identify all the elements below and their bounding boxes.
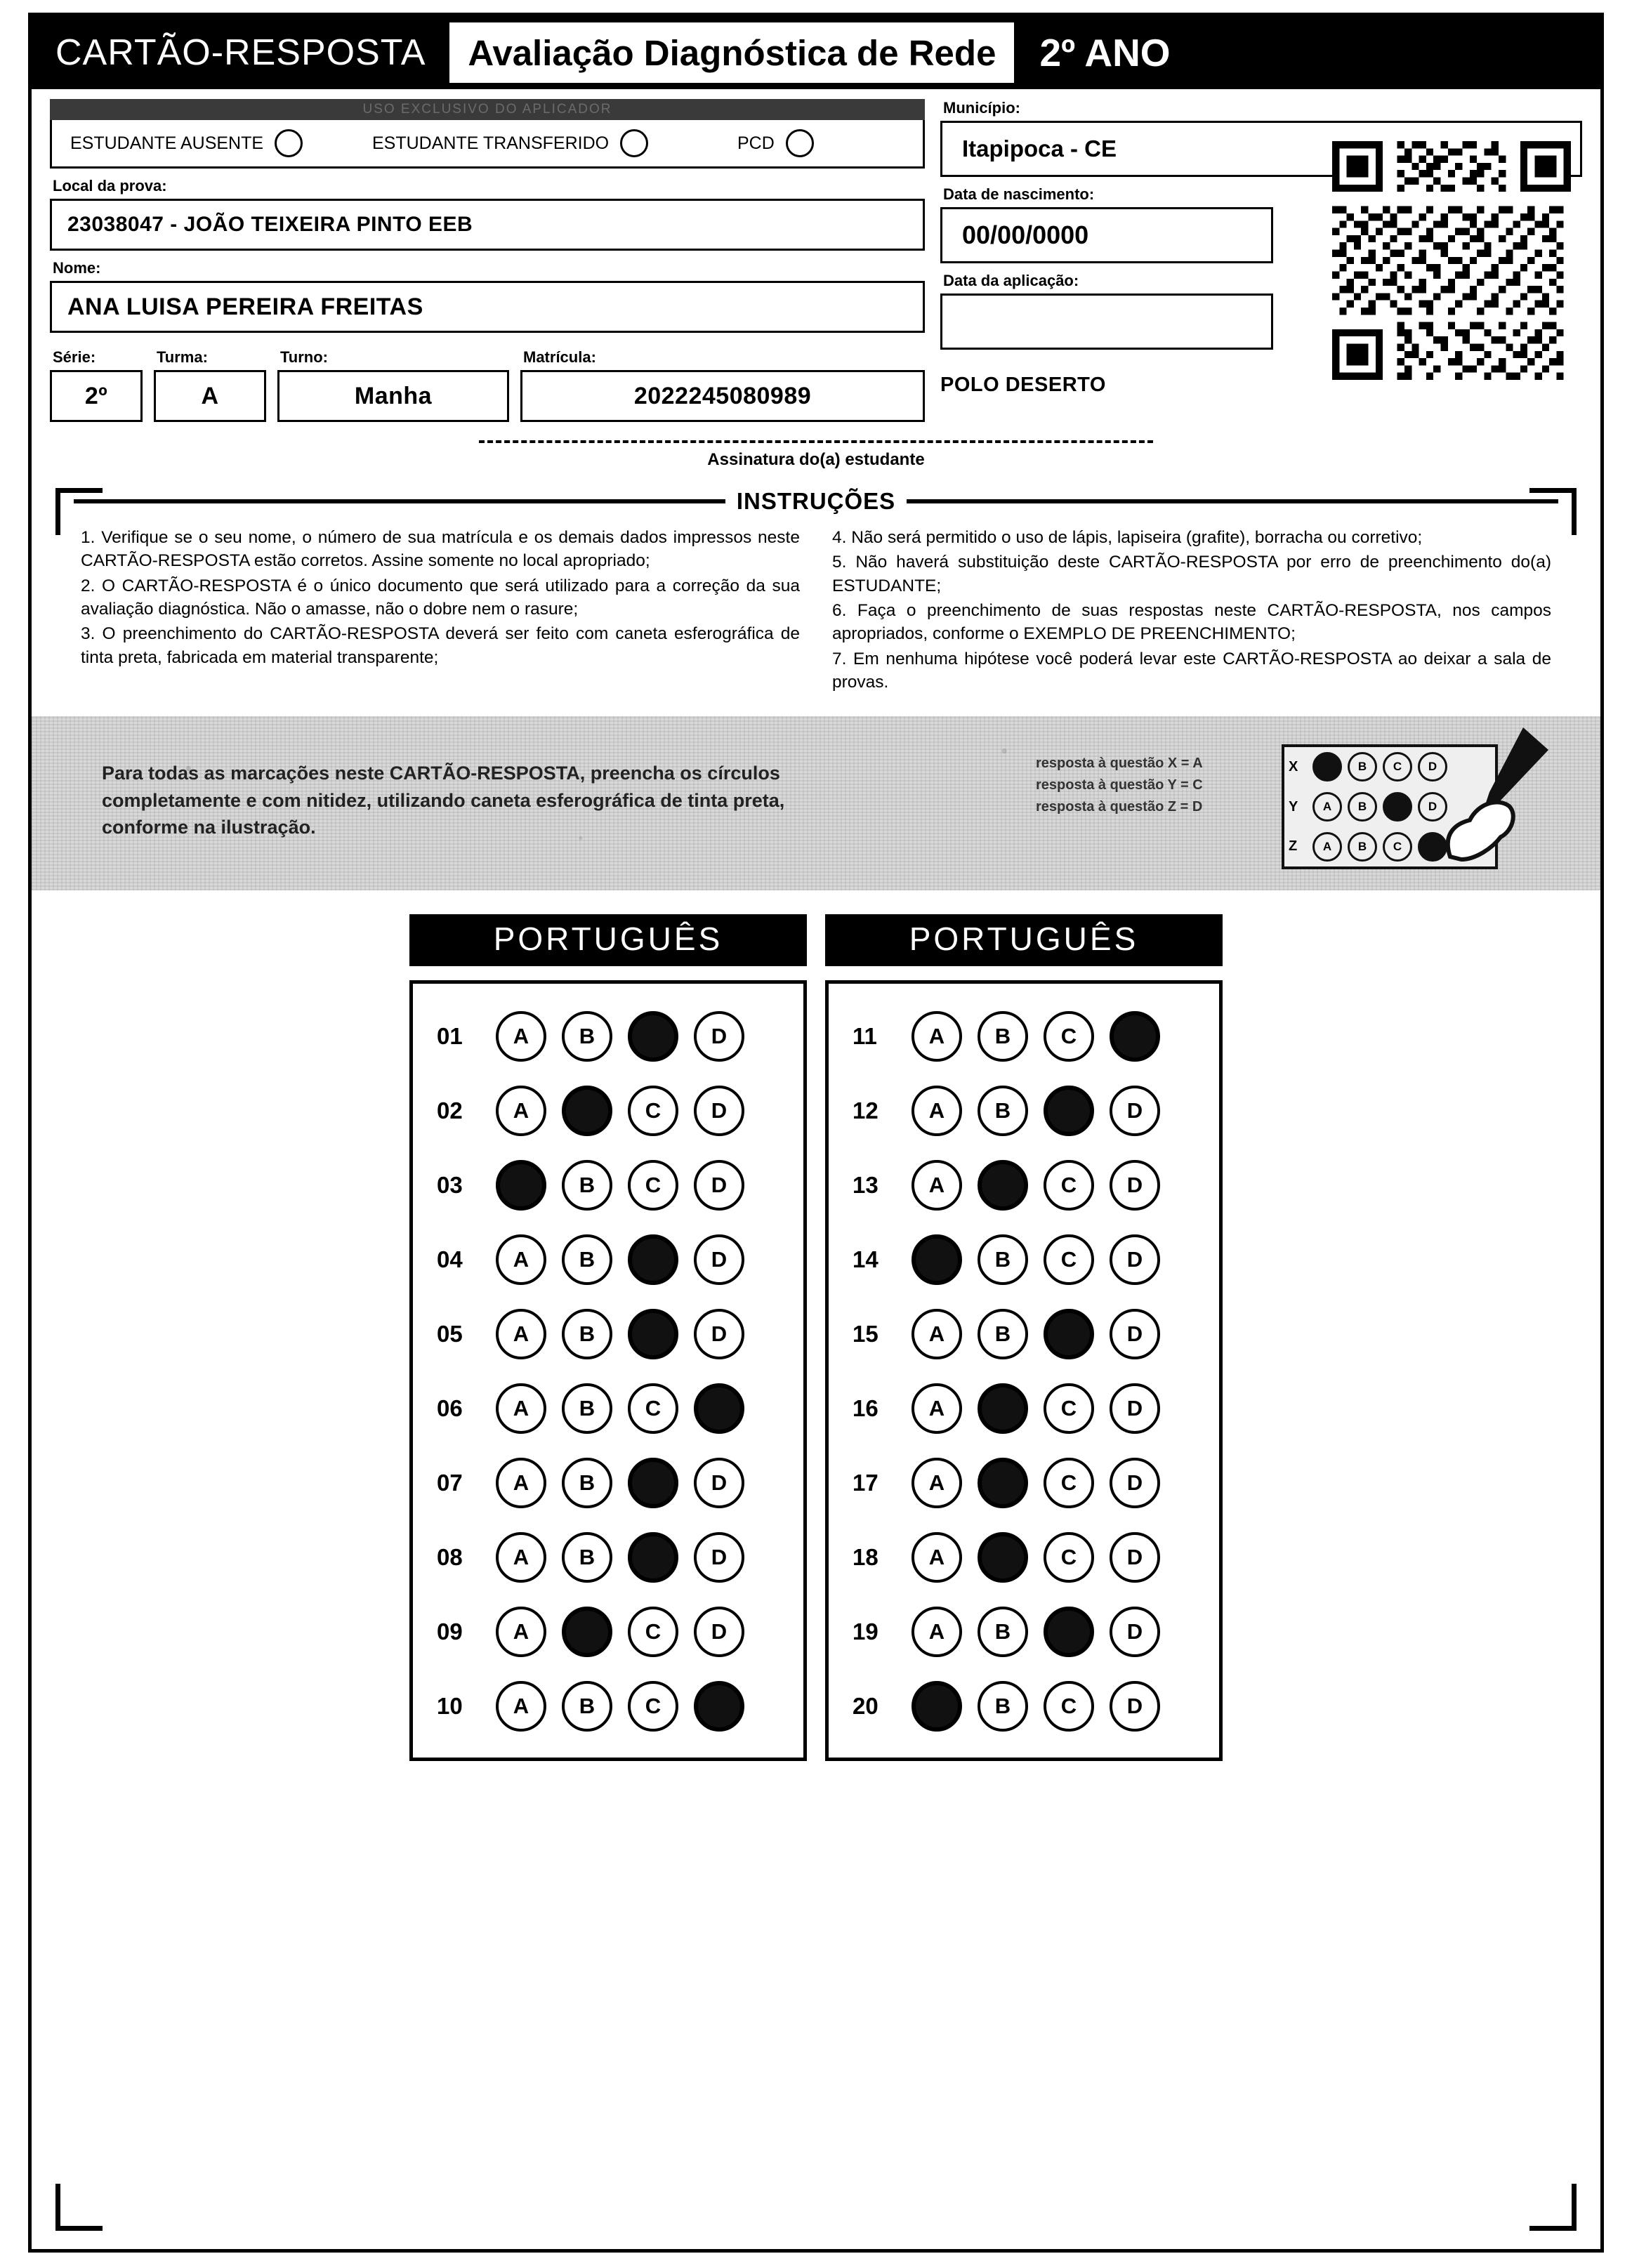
bubble-c[interactable]: C: [628, 1086, 678, 1136]
question-row: [829, 999, 1219, 1074]
bubble-a[interactable]: A: [496, 1234, 546, 1285]
bubble-d[interactable]: D: [1110, 1086, 1160, 1136]
bubble-c[interactable]: C: [1044, 1160, 1094, 1211]
student-absent-option[interactable]: [52, 129, 372, 157]
answer-sheet-blocks: [32, 914, 1600, 1761]
bubble-b[interactable]: B: [978, 1011, 1028, 1062]
example-bubble-b: B: [1348, 792, 1377, 822]
bubble-b[interactable]: B: [978, 1309, 1028, 1359]
municipio-label: Município:: [943, 99, 1020, 117]
bubble-c[interactable]: C: [1044, 1383, 1094, 1434]
answer-block-1: [409, 914, 807, 1761]
polo-value: POLO DESERTO: [940, 374, 1106, 396]
bubble-b[interactable]: B: [562, 1234, 612, 1285]
question-row: [829, 1520, 1219, 1595]
bubble-d[interactable]: [1110, 1011, 1160, 1062]
example-bubble-c: C: [1383, 752, 1412, 782]
applicator-use-bar: USO EXCLUSIVO DO APLICADOR: [50, 99, 925, 120]
bubble-b[interactable]: B: [562, 1532, 612, 1583]
question-number: 01: [437, 1023, 463, 1050]
bubble-d[interactable]: D: [1110, 1234, 1160, 1285]
question-row: [413, 1148, 803, 1222]
example-bubble-d: D: [1418, 832, 1447, 862]
bubble-b[interactable]: [978, 1532, 1028, 1583]
example-bubble-c: C: [1383, 832, 1412, 862]
example-bubble-a: A: [1312, 752, 1342, 782]
answer-block-body: [825, 980, 1223, 1761]
bubble-c[interactable]: [628, 1458, 678, 1508]
pcd-bubble-icon[interactable]: [786, 129, 814, 157]
question-number: 05: [437, 1321, 463, 1347]
question-row: [413, 1595, 803, 1669]
page-header: [32, 16, 1600, 89]
identification-right: [925, 99, 1582, 422]
question-number: 14: [853, 1246, 878, 1273]
example-bubble-b: B: [1348, 752, 1377, 782]
example-bubble-c: C: [1383, 792, 1412, 822]
bubble-c[interactable]: C: [1044, 1681, 1094, 1732]
bubble-d[interactable]: D: [694, 1532, 744, 1583]
student-transferred-label: ESTUDANTE TRANSFERIDO: [372, 133, 610, 153]
example-bubble-a: A: [1312, 792, 1342, 822]
bubble-a[interactable]: A: [496, 1532, 546, 1583]
filling-example-section: [32, 716, 1600, 890]
question-number: 08: [437, 1544, 463, 1571]
example-bubble-a: A: [1312, 832, 1342, 862]
question-number: 09: [437, 1618, 463, 1645]
answer-sheet-page: [28, 13, 1604, 2253]
question-row: [829, 1297, 1219, 1371]
applicator-status-row: [50, 120, 925, 169]
bubble-a[interactable]: A: [496, 1086, 546, 1136]
question-row: [829, 1446, 1219, 1520]
answer-block-2: [825, 914, 1223, 1761]
identification-section: [32, 89, 1600, 422]
question-number: 19: [853, 1618, 878, 1645]
question-number: 10: [437, 1693, 463, 1720]
bubble-d[interactable]: D: [694, 1160, 744, 1211]
bubble-c[interactable]: [1044, 1086, 1094, 1136]
question-number: 18: [853, 1544, 878, 1571]
question-number: 20: [853, 1693, 878, 1720]
bubble-a[interactable]: A: [912, 1607, 962, 1657]
example-bubble-d: D: [1418, 792, 1447, 822]
header-right-title: 2º ANO: [1039, 31, 1171, 74]
bubble-b[interactable]: [978, 1458, 1028, 1508]
question-number: 06: [437, 1395, 463, 1422]
bubble-d[interactable]: D: [694, 1607, 744, 1657]
bubble-d[interactable]: D: [1110, 1309, 1160, 1359]
question-number: 15: [853, 1321, 878, 1347]
instructions-right-column: [832, 526, 1551, 695]
local-value: 23038047 - JOÃO TEIXEIRA PINTO EEB: [50, 199, 925, 251]
bubble-c[interactable]: C: [1044, 1011, 1094, 1062]
example-answer-line: resposta à questão Y = C: [1036, 777, 1203, 793]
bubble-a[interactable]: [912, 1681, 962, 1732]
example-row-label: Y: [1289, 798, 1298, 815]
signature-line[interactable]: [479, 440, 1153, 443]
bubble-d[interactable]: [694, 1383, 744, 1434]
corner-mark-bottom-right: [1529, 2184, 1577, 2231]
bubble-a[interactable]: A: [912, 1532, 962, 1583]
bubble-b[interactable]: [562, 1086, 612, 1136]
question-number: 17: [853, 1470, 878, 1496]
bubble-c[interactable]: C: [1044, 1532, 1094, 1583]
bubble-b[interactable]: B: [978, 1681, 1028, 1732]
question-row: [829, 1371, 1219, 1446]
nome-label: Nome:: [53, 259, 101, 277]
bubble-a[interactable]: A: [496, 1011, 546, 1062]
instructions-title: INSTRUÇÕES: [736, 488, 896, 514]
instruction-item: 6. Faça o preenchimento de suas respostas neste CARTÃO-RESPOSTA, nos campos apropriados, conforme o EXEMPLO DE PREENCHIMENTO;: [832, 600, 1551, 644]
bubble-b[interactable]: B: [562, 1681, 612, 1732]
matricula-field: [520, 340, 925, 422]
question-row: [413, 1669, 803, 1743]
nome-value: ANA LUISA PEREIRA FREITAS: [50, 281, 925, 333]
bubble-a[interactable]: A: [912, 1309, 962, 1359]
question-number: 12: [853, 1097, 878, 1124]
bubble-d[interactable]: D: [1110, 1681, 1160, 1732]
bubble-a[interactable]: A: [496, 1458, 546, 1508]
bubble-c[interactable]: C: [628, 1383, 678, 1434]
bubble-c[interactable]: C: [628, 1681, 678, 1732]
instruction-item: 5. Não haverá substituição deste CARTÃO-RESPOSTA por erro de preenchimento do(a) ESTUDANTE;: [832, 553, 1551, 595]
serie-label: Série:: [53, 348, 96, 366]
question-number: 16: [853, 1395, 878, 1422]
question-row: [829, 1222, 1219, 1297]
question-number: 13: [853, 1172, 878, 1199]
instruction-item: 4. Não será permitido o uso de lápis, lapiseira (grafite), borracha ou corretivo;: [832, 528, 1423, 547]
instructions-section: [32, 488, 1600, 695]
turma-label: Turma:: [157, 348, 208, 366]
student-absent-label: ESTUDANTE AUSENTE: [70, 133, 264, 153]
bubble-a[interactable]: [496, 1160, 546, 1211]
question-number: 04: [437, 1246, 463, 1273]
question-row: [413, 1074, 803, 1148]
instructions-columns: [81, 526, 1551, 695]
question-row: [829, 1074, 1219, 1148]
bubble-b[interactable]: B: [562, 1011, 612, 1062]
instructions-header: [74, 488, 1558, 515]
bubble-b[interactable]: B: [562, 1160, 612, 1211]
question-row: [413, 1222, 803, 1297]
bottom-corner-marks: [32, 2179, 1600, 2249]
bubble-d[interactable]: D: [694, 1086, 744, 1136]
instructions-left-column: [81, 526, 800, 695]
bubble-a[interactable]: A: [912, 1383, 962, 1434]
bubble-c[interactable]: [628, 1532, 678, 1583]
bubble-a[interactable]: A: [496, 1681, 546, 1732]
bubble-b[interactable]: B: [978, 1234, 1028, 1285]
bubble-d[interactable]: D: [694, 1458, 744, 1508]
turma-field: [154, 340, 266, 422]
instruction-item: 2. O CARTÃO-RESPOSTA é o único documento que será utilizado para a correção da sua avaliação diagnóstica. Não o amasse, não o dobre nem o rasure;: [81, 576, 800, 619]
nascimento-value: 00/00/0000: [940, 207, 1273, 263]
question-row: [829, 1669, 1219, 1743]
corner-mark-top-left: [55, 488, 103, 535]
header-left-title: CARTÃO-RESPOSTA: [55, 32, 426, 73]
bubble-c[interactable]: C: [1044, 1234, 1094, 1285]
student-absent-bubble-icon[interactable]: [275, 129, 303, 157]
header-center-title: Avaliação Diagnóstica de Rede: [449, 22, 1014, 83]
bubble-c[interactable]: [628, 1309, 678, 1359]
bubble-b[interactable]: B: [562, 1383, 612, 1434]
bubble-d[interactable]: D: [1110, 1532, 1160, 1583]
signature-label: Assinatura do(a) estudante: [707, 450, 925, 469]
bubble-c[interactable]: [1044, 1607, 1094, 1657]
matricula-value: 2022245080989: [520, 370, 925, 422]
bubble-d[interactable]: D: [1110, 1160, 1160, 1211]
instruction-item: 3. O preenchimento do CARTÃO-RESPOSTA deverá ser feito com caneta esferográfica de tinta preta, fabricada em material transparente;: [81, 624, 800, 667]
turno-value: Manha: [277, 370, 509, 422]
question-number: 02: [437, 1097, 463, 1124]
answer-block-title: PORTUGUÊS: [409, 914, 807, 966]
bubble-b[interactable]: B: [978, 1086, 1028, 1136]
instructions-rule-right: [907, 499, 1558, 503]
instruction-item: 1. Verifique se o seu nome, o número de sua matrícula e os demais dados impressos neste CARTÃO-RESPOSTA estão corretos. Assine somente no local apropriado;: [81, 528, 800, 571]
question-row: [829, 1148, 1219, 1222]
serie-value: 2º: [50, 370, 143, 422]
example-row-label: X: [1289, 758, 1298, 774]
question-row: [413, 1371, 803, 1446]
bubble-a[interactable]: A: [912, 1458, 962, 1508]
answer-block-title: PORTUGUÊS: [825, 914, 1223, 966]
answer-block-body: [409, 980, 807, 1761]
bubble-a[interactable]: A: [496, 1309, 546, 1359]
bubble-c[interactable]: C: [628, 1160, 678, 1211]
question-row: [829, 1595, 1219, 1669]
question-row: [413, 1446, 803, 1520]
aplicacao-label: Data da aplicação:: [943, 272, 1079, 289]
signature-section: [32, 440, 1600, 470]
pcd-label: PCD: [737, 133, 775, 153]
bubble-d[interactable]: D: [1110, 1607, 1160, 1657]
filling-example-text: Para todas as marcações neste CARTÃO-RESPOSTA, preencha os círculos completamente e com nitidez, utilizando caneta esferográfica de tinta preta, conforme na ilustração.: [102, 763, 785, 838]
example-bubble-b: B: [1348, 832, 1377, 862]
filling-example-answers: [1036, 753, 1203, 818]
question-number: 03: [437, 1172, 463, 1199]
bubble-a[interactable]: A: [496, 1383, 546, 1434]
local-label: Local da prova:: [53, 177, 167, 195]
nascimento-label: Data de nascimento:: [943, 185, 1095, 203]
bubble-d[interactable]: D: [694, 1011, 744, 1062]
question-row: [413, 1297, 803, 1371]
bubble-a[interactable]: A: [496, 1607, 546, 1657]
student-transferred-option[interactable]: [372, 129, 737, 157]
serie-turma-turno-matricula-row: [50, 340, 925, 422]
municipio-value: Itapipoca - CE: [940, 121, 1582, 177]
student-transferred-bubble-icon[interactable]: [620, 129, 648, 157]
bubble-c[interactable]: [628, 1234, 678, 1285]
question-row: [413, 1520, 803, 1595]
bubble-a[interactable]: [912, 1234, 962, 1285]
bubble-c[interactable]: [628, 1011, 678, 1062]
question-number: 07: [437, 1470, 463, 1496]
instruction-item: 7. Em nenhuma hipótese você poderá levar este CARTÃO-RESPOSTA ao deixar a sala de provas.: [832, 649, 1551, 692]
aplicacao-value: [940, 294, 1273, 350]
example-row-label: Z: [1289, 838, 1298, 855]
example-answer-line: resposta à questão X = A: [1036, 756, 1203, 772]
bubble-b[interactable]: B: [562, 1458, 612, 1508]
example-answer-line: resposta à questão Z = D: [1036, 799, 1203, 815]
serie-field: [50, 340, 143, 422]
instructions-rule-left: [74, 499, 725, 503]
corner-mark-bottom-left: [55, 2184, 103, 2231]
bubble-d[interactable]: D: [1110, 1458, 1160, 1508]
identification-left: [50, 99, 925, 422]
matricula-label: Matrícula:: [523, 348, 596, 366]
question-number: 11: [853, 1023, 877, 1050]
bubble-c[interactable]: [1044, 1309, 1094, 1359]
qr-code-icon: [1332, 141, 1571, 380]
hand-with-pen-icon: [1436, 722, 1562, 862]
bubble-a[interactable]: A: [912, 1160, 962, 1211]
bubble-c[interactable]: C: [628, 1607, 678, 1657]
bubble-d[interactable]: D: [694, 1234, 744, 1285]
bubble-d[interactable]: [694, 1681, 744, 1732]
bubble-d[interactable]: D: [1110, 1383, 1160, 1434]
bubble-b[interactable]: [562, 1607, 612, 1657]
bubble-b[interactable]: B: [978, 1607, 1028, 1657]
corner-mark-top-right: [1529, 488, 1577, 535]
bubble-d[interactable]: D: [694, 1309, 744, 1359]
turno-field: [277, 340, 509, 422]
bubble-b[interactable]: [978, 1160, 1028, 1211]
bubble-a[interactable]: A: [912, 1011, 962, 1062]
turma-value: A: [154, 370, 266, 422]
question-row: [413, 999, 803, 1074]
bubble-b[interactable]: [978, 1383, 1028, 1434]
bubble-c[interactable]: C: [1044, 1458, 1094, 1508]
bubble-b[interactable]: B: [562, 1309, 612, 1359]
turno-label: Turno:: [280, 348, 329, 366]
example-bubble-d: D: [1418, 752, 1447, 782]
pcd-option[interactable]: [737, 129, 814, 157]
bubble-a[interactable]: A: [912, 1086, 962, 1136]
